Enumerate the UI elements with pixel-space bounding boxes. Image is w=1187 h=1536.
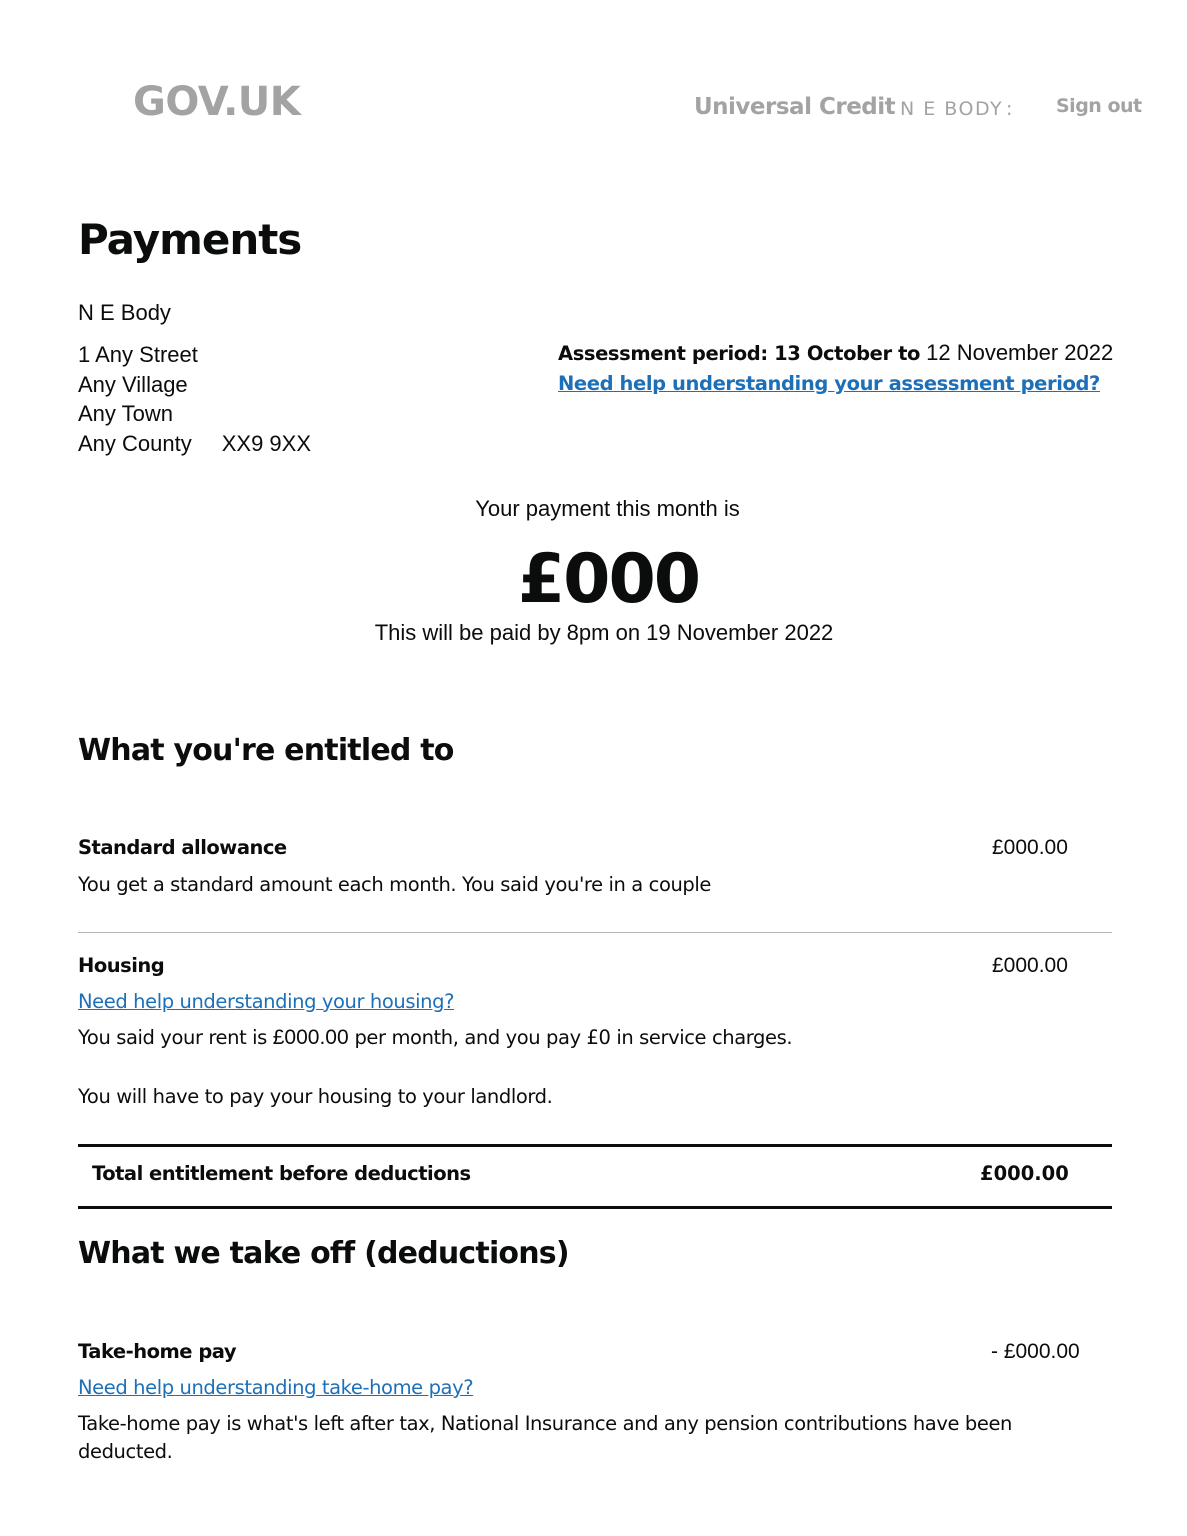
take-home-pay-description: Take-home pay is what's left after tax, National Insurance and any pension contributions have been deducted. <box>78 1412 1013 1463</box>
address-line-2: Any Village <box>78 371 188 397</box>
assessment-help-link[interactable]: Need help understanding your assessment period? <box>558 372 1100 395</box>
user-separator: : <box>1006 98 1013 120</box>
page-title: Payments <box>78 215 302 264</box>
assessment-period-label: Assessment period: 13 October to <box>558 342 920 365</box>
address-postcode: XX9 9XX <box>221 430 312 456</box>
payment-amount: £000 <box>517 540 700 619</box>
total-entitlement-amount: £000.00 <box>980 1162 1069 1185</box>
address-county: Any County <box>78 430 192 456</box>
housing-help-link[interactable]: Need help understanding your housing? <box>78 990 455 1013</box>
address-line-4 <box>78 429 311 459</box>
user-name: N E BODY <box>900 98 1004 120</box>
take-home-pay-title: Take-home pay <box>78 1340 237 1363</box>
housing-title: Housing <box>78 954 165 977</box>
housing-landlord-note: You will have to pay your housing to your landlord. <box>78 1085 553 1108</box>
take-home-pay-amount: - £000.00 <box>991 1340 1080 1363</box>
standard-allowance-description: You get a standard amount each month. You said you're in a couple <box>78 873 712 896</box>
divider <box>78 932 1112 933</box>
total-top-rule <box>78 1144 1112 1147</box>
sign-out-link[interactable]: Sign out <box>1056 95 1142 117</box>
housing-rent-value: £000.00 <box>272 1026 349 1049</box>
deductions-heading: What we take off (deductions) <box>78 1236 569 1271</box>
housing-rent-prefix: You said your rent is <box>78 1026 273 1049</box>
take-home-pay-help-link[interactable]: Need help understanding take-home pay? <box>78 1376 474 1399</box>
housing-amount: £000.00 <box>992 954 1068 977</box>
entitlements-heading: What you're entitled to <box>78 733 454 768</box>
total-entitlement-label: Total entitlement before deductions <box>92 1162 471 1185</box>
recipient-name: N E Body <box>78 300 171 325</box>
govuk-logo[interactable]: GOV.UK <box>133 79 301 125</box>
recipient-address <box>78 340 311 458</box>
standard-allowance-title: Standard allowance <box>78 836 287 859</box>
assessment-period-end: 12 November 2022 <box>920 340 1114 365</box>
payment-date: This will be paid by 8pm on 19 November 2022 <box>374 620 834 645</box>
service-name[interactable]: Universal Credit <box>694 94 896 120</box>
address-line-1: 1 Any Street <box>78 342 198 367</box>
total-bottom-rule <box>78 1206 1112 1209</box>
housing-rent-suffix: per month, and you pay £0 in service charges. <box>348 1026 793 1049</box>
payment-intro: Your payment this month is <box>475 496 740 521</box>
assessment-period <box>558 338 1113 369</box>
housing-rent-details <box>78 1024 792 1052</box>
standard-allowance-amount: £000.00 <box>992 836 1068 859</box>
address-line-3: Any Town <box>78 401 173 426</box>
